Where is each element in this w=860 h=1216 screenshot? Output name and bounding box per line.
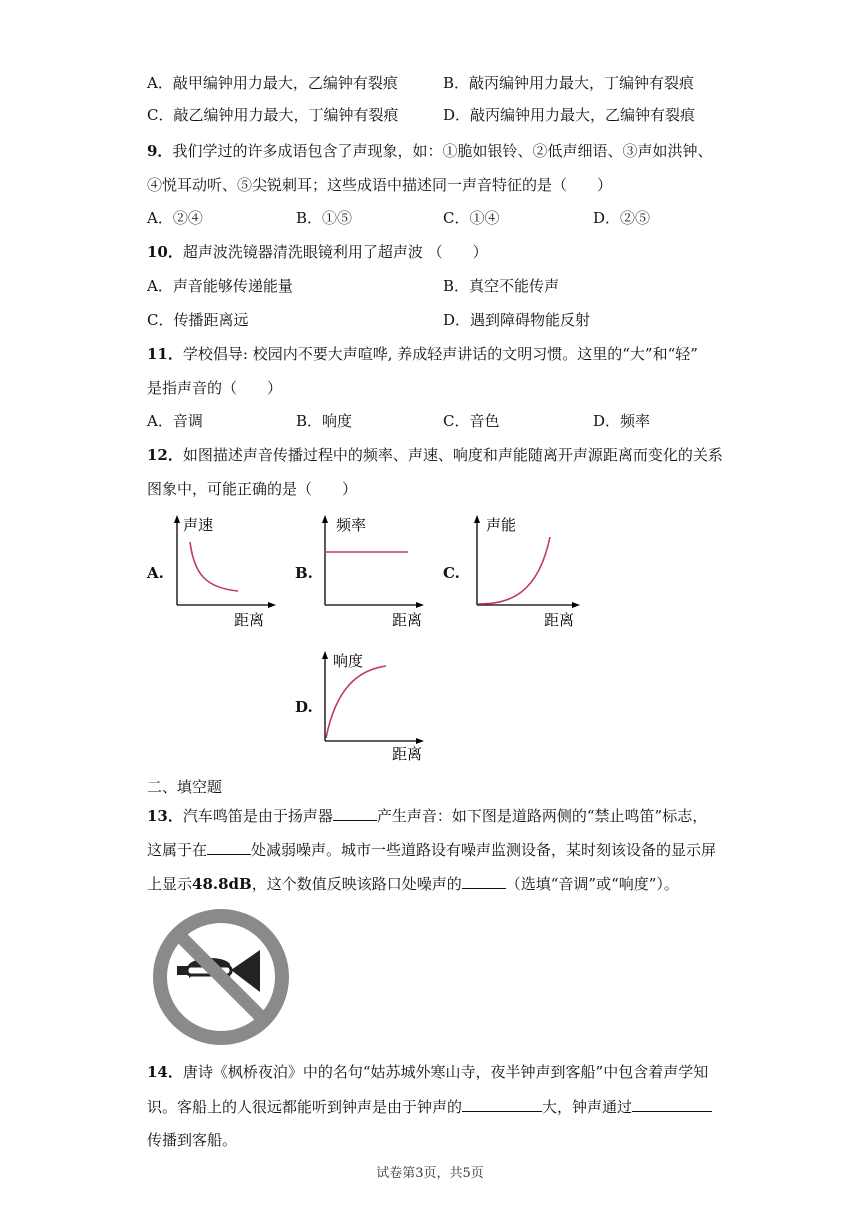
q12-text-1: 如图描述声音传播过程中的频率、声速、响度和声能随离开声源距离而变化的关系 xyxy=(182,446,723,464)
graph-d-label: D. xyxy=(295,698,313,716)
q13-blank-1[interactable] xyxy=(333,804,377,821)
q13-blank-2[interactable] xyxy=(207,838,251,855)
q14-line1 xyxy=(147,1061,708,1083)
q14-blank-2[interactable] xyxy=(632,1095,712,1112)
graph-c-x-arrow xyxy=(572,602,580,608)
q10-option-d: D．遇到障碍物能反射 xyxy=(443,311,591,329)
graph-b-label: B. xyxy=(295,564,313,582)
graph-d-y-arrow xyxy=(322,651,328,659)
q8-option-c: C．敲乙编钟用力最大，丁编钟有裂痕 xyxy=(147,106,399,124)
q10-option-b: B．真空不能传声 xyxy=(443,277,560,295)
q9-text-1: 我们学过的许多成语包含了声现象，如：①脆如银铃、②低声细语、③声如洪钟、 xyxy=(172,142,713,160)
q9-option-c: C．①④ xyxy=(443,209,500,227)
q12-number: 12． xyxy=(147,446,183,464)
q13-text-5: 上显示 xyxy=(147,875,193,893)
graph-d-ylabel: 响度 xyxy=(333,652,364,670)
graph-d-x-arrow xyxy=(416,738,424,744)
graph-a-y-arrow xyxy=(174,515,180,523)
q10-option-a: A．声音能够传递能量 xyxy=(147,277,293,295)
q13-number: 13． xyxy=(147,807,183,825)
graph-a-xlabel: 距离 xyxy=(234,611,265,629)
q11-stem-line2: 是指声音的（ ） xyxy=(147,379,283,397)
graph-a-ylabel: 声速 xyxy=(183,516,214,534)
q12-stem-line2: 图象中，可能正确的是（ ） xyxy=(147,480,358,498)
graph-c-y-arrow xyxy=(474,515,480,523)
q8-option-b: B．敲丙编钟用力最大，丁编钟有裂痕 xyxy=(443,74,695,92)
graph-c-xlabel: 距离 xyxy=(544,611,575,629)
graph-b-ylabel: 频率 xyxy=(336,516,367,534)
q14-line3: 传播到客船。 xyxy=(147,1131,238,1149)
page-footer: 试卷第3页，共5页 xyxy=(376,1166,484,1181)
graph-d-xlabel: 距离 xyxy=(392,745,423,763)
q14-blank-1[interactable] xyxy=(462,1095,542,1112)
graph-b-xlabel: 距离 xyxy=(392,611,423,629)
q13-line1 xyxy=(147,804,707,827)
graph-b-y-arrow xyxy=(322,515,328,523)
graph-b-x-arrow xyxy=(416,602,424,608)
q11-option-a: A．音调 xyxy=(147,412,203,430)
graph-d xyxy=(318,648,428,768)
q11-text-1: 学校倡导: 校园内不要大声喧哗, 养成轻声讲话的文明习惯。这里的“大”和“轻” xyxy=(182,345,698,363)
q9-option-b: B．①⑤ xyxy=(296,209,353,227)
q14-line2 xyxy=(147,1095,712,1118)
q13-line2 xyxy=(147,838,716,861)
q11-number: 11． xyxy=(147,345,183,363)
graph-a-curve xyxy=(190,542,238,591)
no-horn-sign-icon xyxy=(150,906,292,1048)
q9-option-a: A．②④ xyxy=(147,209,203,227)
q13-text-1: 汽车鸣笛是由于扬声器 xyxy=(182,807,333,825)
q14-text-1: 唐诗《枫桥夜泊》中的名句“姑苏城外寒山寺，夜半钟声到客船”中包含着声学知 xyxy=(182,1063,709,1081)
q11-option-c: C．音色 xyxy=(443,412,500,430)
q9-stem-line1 xyxy=(147,140,712,162)
graph-c-curve xyxy=(478,537,550,604)
q14-text-3: 大，钟声通过 xyxy=(542,1098,633,1116)
graph-c-label: C. xyxy=(443,564,460,582)
q14-text-2: 识。客船上的人很远都能听到钟声是由于钟声的 xyxy=(147,1098,463,1116)
section-title: 二、填空题 xyxy=(147,778,223,796)
q13-text-4: 处减弱噪声。城市一些道路设有噪声监测设备，某时刻该设备的显示屏 xyxy=(251,841,717,859)
q10-number: 10． xyxy=(147,243,183,261)
q11-stem-line1 xyxy=(147,343,698,365)
q12-stem-line1 xyxy=(147,444,723,466)
graph-c-ylabel: 声能 xyxy=(486,516,517,534)
q10-text: 超声波洗镜器清洗眼镜利用了超声波 （ ） xyxy=(182,243,488,261)
graph-b xyxy=(318,512,428,632)
graph-a xyxy=(170,512,280,632)
q14-number: 14． xyxy=(147,1063,183,1081)
q8-option-a: A．敲甲编钟用力最大，乙编钟有裂痕 xyxy=(147,74,398,92)
q11-option-d: D．频率 xyxy=(593,412,651,430)
q10-stem xyxy=(147,241,488,263)
q13-text-3: 这属于在 xyxy=(147,841,208,859)
q13-db-value: 48.8dB xyxy=(192,875,252,893)
q13-text-2: 产生声音：如下图是道路两侧的“禁止鸣笛”标志， xyxy=(376,807,708,825)
q9-stem-line2: ④悦耳动听、⑤尖锐刺耳；这些成语中描述同一声音特征的是（ ） xyxy=(147,176,613,194)
q11-option-b: B．响度 xyxy=(296,412,353,430)
q8-option-d: D．敲丙编钟用力最大，乙编钟有裂痕 xyxy=(443,106,696,124)
q13-text-7: （选填“音调”或“响度”）。 xyxy=(505,875,679,893)
graph-a-x-arrow xyxy=(268,602,276,608)
graph-a-label: A. xyxy=(147,564,164,582)
q13-line3 xyxy=(147,872,679,895)
q9-option-d: D．②⑤ xyxy=(593,209,651,227)
q13-blank-3[interactable] xyxy=(462,872,506,889)
graph-c xyxy=(470,512,585,632)
q10-option-c: C．传播距离远 xyxy=(147,311,249,329)
graph-d-curve xyxy=(326,666,386,738)
q13-text-6: ，这个数值反映该路口处噪声的 xyxy=(251,875,462,893)
q9-number: 9． xyxy=(147,142,173,160)
